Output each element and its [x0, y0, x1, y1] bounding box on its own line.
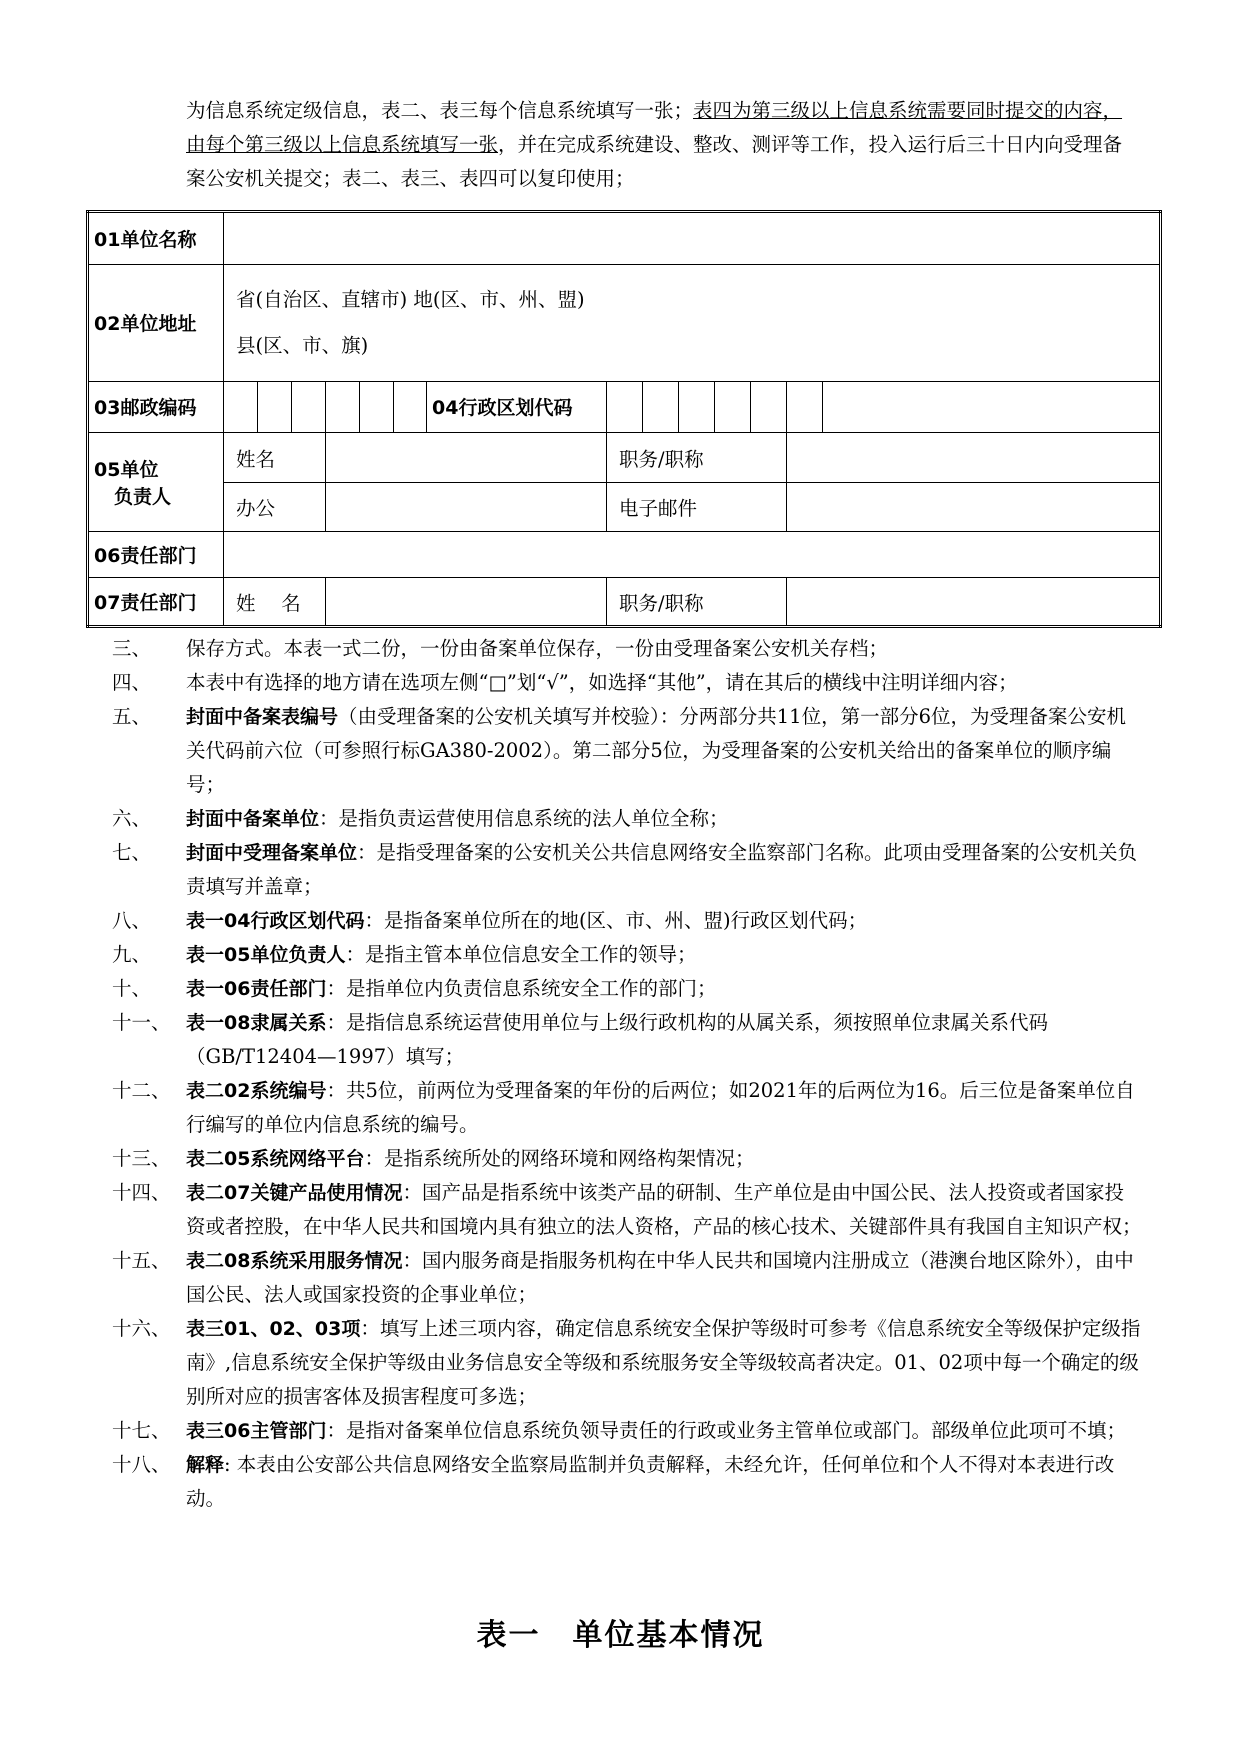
instruction-heading: 表二05系统网络平台	[186, 1148, 365, 1170]
instruction-heading: 封面中备案单位	[186, 808, 320, 830]
instruction-item	[112, 904, 1142, 938]
admin-code-box[interactable]	[823, 381, 1161, 432]
instruction-text: ：是指备案单位所在的地(区、市、州、盟)行政区划代码；	[364, 909, 868, 932]
contact-name-label: 姓 名	[224, 578, 326, 627]
instruction-item	[112, 1006, 1142, 1074]
intro-paragraph	[186, 94, 1130, 196]
instruction-text: ：填写上述三项内容，确定信息系统安全保护等级时可参考《信息系统安全等级保护定级指南》,信息系统安全保护等级由业务信息安全等级和系统服务安全等级较高者决定。01、02项中每一个确定的级别所对应的损害客体及损害程度可多选；	[186, 1317, 1141, 1408]
instruction-text: ：是指系统所处的网络环境和网络构架情况；	[364, 1147, 755, 1170]
admin-code-box[interactable]	[751, 381, 787, 432]
admin-code-label: 04行政区划代码	[427, 381, 607, 432]
instruction-heading: 表一06责任部门	[186, 978, 327, 1000]
admin-code-box[interactable]	[607, 381, 643, 432]
instruction-number: 五、	[112, 705, 152, 728]
instruction-heading: 表一08隶属关系	[186, 1012, 327, 1034]
section-heading: 表一 单位基本情况	[476, 1618, 765, 1653]
unit-leader-label	[88, 432, 224, 531]
instruction-heading: 表三01、02、03项	[186, 1318, 361, 1340]
instruction-number: 九、	[112, 943, 152, 966]
instruction-number: 七、	[112, 841, 152, 864]
instruction-number: 十八、	[112, 1453, 171, 1476]
postal-code-box[interactable]	[360, 381, 394, 432]
instruction-item	[112, 836, 1142, 904]
unit-name-label: 01单位名称	[88, 212, 224, 265]
instruction-text: ：是指单位内负责信息系统安全工作的部门；	[326, 977, 717, 1000]
responsible-dept-label: 06责任部门	[88, 532, 224, 578]
leader-name-field[interactable]	[326, 432, 607, 483]
instruction-text: 本表中有选择的地方请在选项左侧“□”划“√”，如选择“其他”，请在其后的横线中注明详细内容；	[186, 671, 1018, 694]
instruction-heading: 表二08系统采用服务情况	[186, 1250, 403, 1272]
instruction-item	[112, 938, 1142, 972]
instruction-item	[112, 972, 1142, 1006]
instruction-number: 十四、	[112, 1181, 171, 1204]
contact-title-label: 职务/职称	[607, 578, 787, 627]
instruction-heading: 表二07关键产品使用情况	[186, 1182, 403, 1204]
instruction-heading: 解释	[186, 1454, 225, 1476]
postal-code-box[interactable]	[326, 381, 360, 432]
instructions-list	[112, 632, 1142, 1516]
leader-title-field[interactable]	[787, 432, 1161, 483]
instruction-text: ：是指受理备案的公安机关公共信息网络安全监察部门名称。此项由受理备案的公安机关负责填写并盖章；	[186, 841, 1138, 898]
instruction-text: ：国内服务商是指服务机构在中华人民共和国境内注册成立（港澳台地区除外），由中国公民、法人或国家投资的企事业单位；	[186, 1249, 1134, 1306]
postal-code-label: 03邮政编码	[88, 381, 224, 432]
contact-title-field[interactable]	[787, 578, 1161, 627]
instruction-item	[112, 700, 1142, 802]
instruction-number: 十三、	[112, 1147, 171, 1170]
instruction-text: ：国产品是指系统中该类产品的研制、生产单位是由中国公民、法人投资或者国家投资或者控股，在中华人民共和国境内具有独立的法人资格，产品的核心技术、关键部件具有我国自主知识产权；	[186, 1181, 1142, 1238]
instruction-heading: 封面中备案表编号	[186, 706, 339, 728]
leader-email-label: 电子邮件	[607, 483, 787, 532]
postal-code-box[interactable]	[224, 381, 258, 432]
instruction-number: 十二、	[112, 1079, 171, 1102]
address-province-line: 省(自治区、直辖市) 地(区、市、州、盟)	[236, 287, 585, 311]
instruction-text: ：是指对备案单位信息系统负领导责任的行政或业务主管单位或部门。部级单位此项可不填；	[326, 1419, 1126, 1442]
intro-underlined-text: 表四为第三级以上信息系统需要同时提交的内容，由每个第三级以上信息系统填写一张	[186, 99, 1123, 156]
instruction-number: 六、	[112, 807, 152, 830]
instruction-heading: 封面中受理备案单位	[186, 842, 358, 864]
instruction-item	[112, 1244, 1142, 1312]
instruction-number: 十一、	[112, 1011, 171, 1034]
intro-text-1: 为信息系统定级信息，表二、表三每个信息系统填写一张；	[186, 99, 694, 122]
intro-text-2: ，并在完成系统建设、整改、测评等工作，投入运行后三十日内向受理备案公安机关提交；表二、表三、表四可以复印使用；	[186, 133, 1123, 190]
instruction-heading: 表一05单位负责人	[186, 944, 346, 966]
instruction-text: ：是指信息系统运营使用单位与上级行政机构的从属关系，须按照单位隶属关系代码（GB/T12404—1997）填写；	[186, 1011, 1048, 1068]
instruction-item	[112, 1414, 1142, 1448]
postal-code-box[interactable]	[394, 381, 427, 432]
unit-leader-label-line2: 负责人	[114, 485, 172, 508]
instruction-text: ：是指负责运营使用信息系统的法人单位全称；	[319, 807, 729, 830]
instruction-number: 十七、	[112, 1419, 171, 1442]
instruction-number: 十六、	[112, 1317, 171, 1340]
instruction-heading: 表一04行政区划代码	[186, 910, 365, 932]
responsible-dept-field[interactable]	[224, 532, 1161, 578]
instruction-item	[112, 1176, 1142, 1244]
admin-code-box[interactable]	[787, 381, 823, 432]
leader-office-field[interactable]	[326, 483, 607, 532]
admin-code-box[interactable]	[715, 381, 751, 432]
instruction-number: 八、	[112, 909, 152, 932]
instruction-text: （由受理备案的公安机关填写并校验）：分两部分共11位，第一部分6位，为受理备案公安机关代码前六位（可参照行标GA380-2002）。第二部分5位，为受理备案的公安机关给出的备案单位的顺序编号；	[186, 705, 1126, 796]
instruction-item	[112, 1142, 1142, 1176]
unit-info-form	[86, 210, 1162, 628]
postal-code-box[interactable]	[258, 381, 292, 432]
instruction-item	[112, 666, 1142, 700]
instruction-text: 保存方式。本表一式二份，一份由备案单位保存，一份由受理备案公安机关存档；	[186, 637, 889, 660]
instruction-text: : 本表由公安部公共信息网络安全监察局监制并负责解释，未经允许，任何单位和个人不得对本表进行改动。	[186, 1453, 1115, 1510]
instruction-number: 十、	[112, 977, 152, 1000]
instruction-number: 四、	[112, 671, 152, 694]
unit-leader-label-line1: 05单位	[94, 458, 159, 481]
unit-address-label: 02单位地址	[88, 264, 224, 381]
contact-name-field[interactable]	[326, 578, 607, 627]
instruction-heading: 表二02系统编号	[186, 1080, 327, 1102]
instruction-item	[112, 632, 1142, 666]
instruction-item	[112, 1448, 1142, 1516]
admin-code-box[interactable]	[643, 381, 679, 432]
leader-office-label: 办公	[224, 483, 326, 532]
instruction-number: 三、	[112, 637, 152, 660]
postal-code-box[interactable]	[292, 381, 326, 432]
leader-name-label: 姓名	[224, 432, 326, 483]
instruction-text: ：是指主管本单位信息安全工作的领导；	[345, 943, 697, 966]
address-county-line: 县(区、市、旗)	[236, 333, 369, 357]
instruction-heading: 表三06主管部门	[186, 1420, 327, 1442]
instruction-item	[112, 802, 1142, 836]
leader-email-field[interactable]	[787, 483, 1161, 532]
instruction-number: 十五、	[112, 1249, 171, 1272]
instruction-item	[112, 1074, 1142, 1142]
responsible-dept-contact-label: 07责任部门	[88, 578, 224, 627]
admin-code-box[interactable]	[679, 381, 715, 432]
leader-title-label: 职务/职称	[607, 432, 787, 483]
instruction-text: ：共5位，前两位为受理备案的年份的后两位；如2021年的后两位为16。后三位是备案单位自行编写的单位内信息系统的编号。	[186, 1079, 1135, 1136]
instruction-item	[112, 1312, 1142, 1414]
unit-address-field[interactable]	[224, 264, 1161, 381]
unit-name-field[interactable]	[224, 212, 1161, 265]
